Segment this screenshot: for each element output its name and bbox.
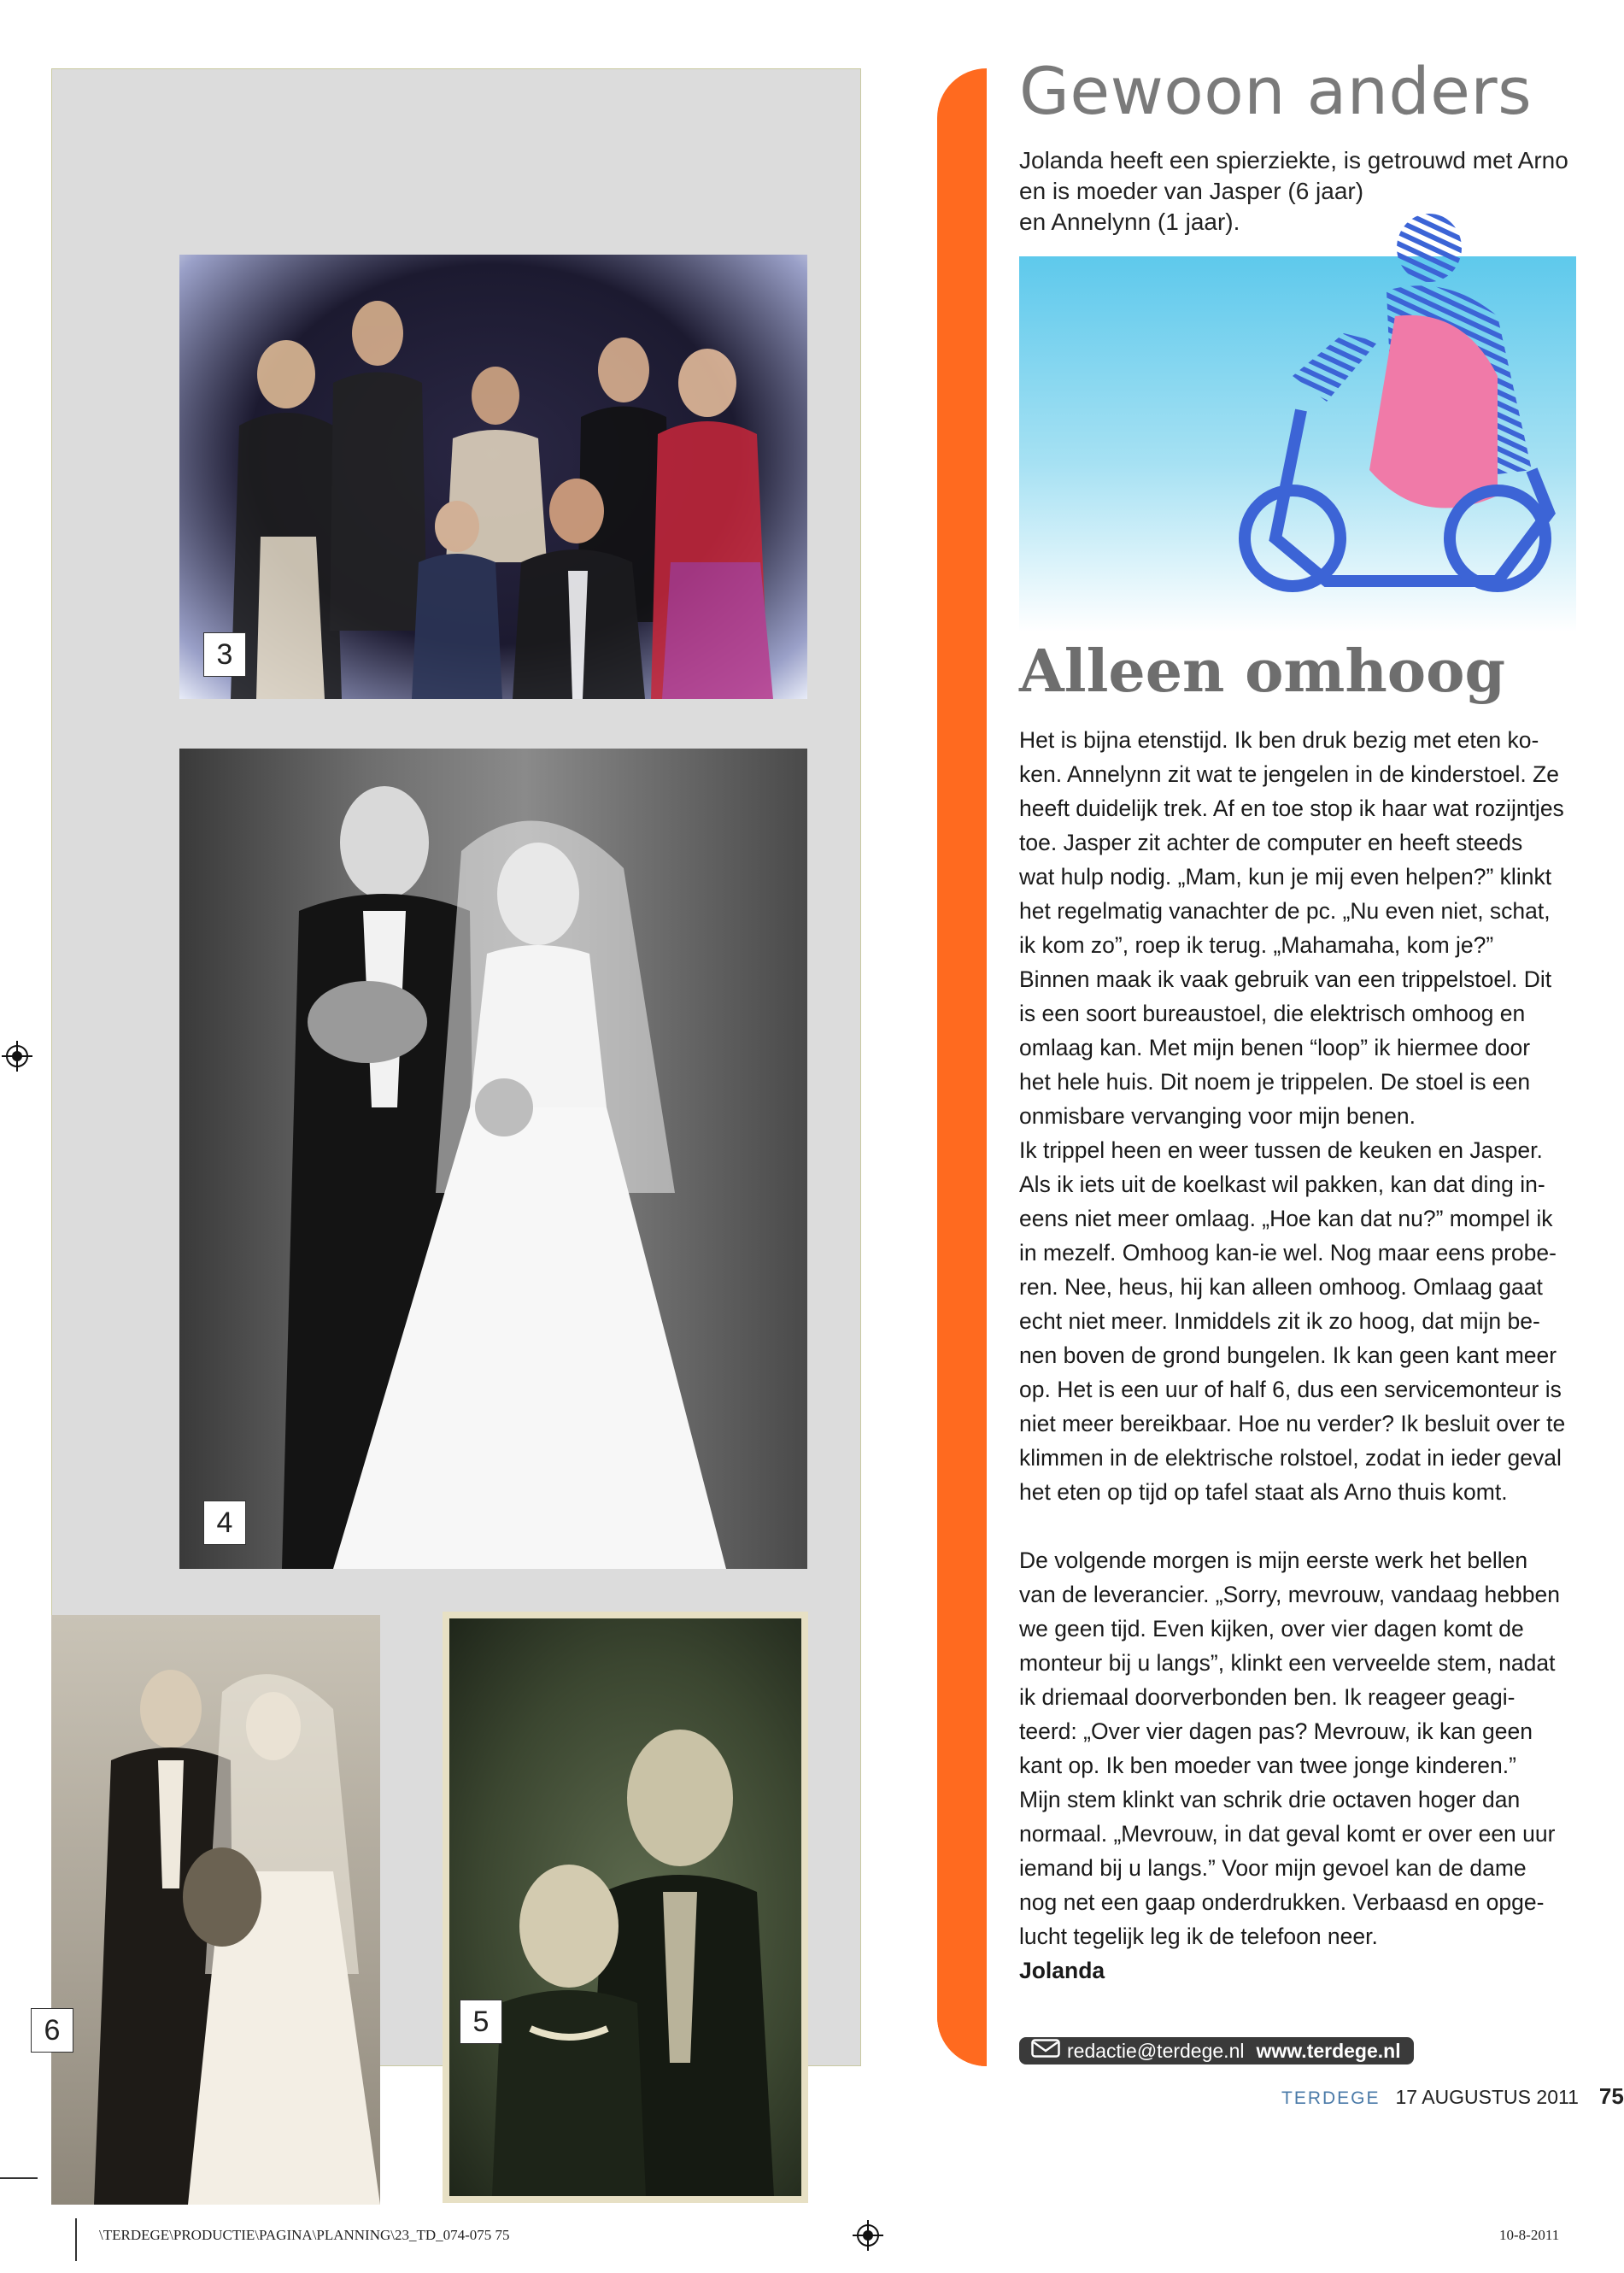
- article-line: Ik trippel heen en weer tussen de keuken en Jasper.: [1019, 1137, 1543, 1163]
- article-line: niet meer bereikbaar. Hoe nu verder? Ik besluit over te: [1019, 1411, 1566, 1436]
- article-line: klimmen in de elektrische rolstoel, zodat in ieder geval: [1019, 1445, 1562, 1471]
- article-line: Het is bijna etenstijd. Ik ben druk bezig met eten ko-: [1019, 727, 1539, 753]
- photo-number-3: 3: [203, 632, 246, 677]
- article-line: in mezelf. Omhoog kan-ie wel. Nog maar eens probe-: [1019, 1240, 1557, 1266]
- contact-email-link[interactable]: redactie@terdege.nl: [1067, 2040, 1245, 2062]
- article-paragraph-1: [1019, 723, 1576, 1509]
- article-line: ik kom zo”, roep ik terug. „Mahamaha, kom je?”: [1019, 932, 1494, 958]
- photo-number-4: 4: [203, 1501, 246, 1545]
- article-line: Binnen maak ik vaak gebruik van een trippelstoel. Dit: [1019, 966, 1552, 992]
- family-photo: [179, 255, 807, 699]
- article-line: omlaag kan. Met mijn benen “loop” ik hiermee door: [1019, 1035, 1531, 1060]
- article-line: onmisbare vervanging voor mijn benen.: [1019, 1103, 1416, 1129]
- photo-number-5: 5: [460, 2000, 502, 2044]
- printer-slug-path: \TERDEGE\PRODUCTIE\PAGINA\PLANNING\23_TD_074-075 75: [99, 2227, 510, 2243]
- article-line: lucht tegelijk leg ik de telefoon neer.: [1019, 1924, 1378, 1949]
- article-line: van de leverancier. „Sorry, mevrouw, vandaag hebben: [1019, 1582, 1560, 1607]
- article-line: iemand bij u langs.” Voor mijn gevoel kan de dame: [1019, 1855, 1527, 1881]
- article-line: Als ik iets uit de koelkast wil pakken, kan dat ding in-: [1019, 1172, 1545, 1197]
- article-line: het regelmatig vanachter de pc. „Nu even niet, schat,: [1019, 898, 1551, 924]
- article-line: nog net een gaap onderdrukken. Verbaasd en opge-: [1019, 1889, 1545, 1915]
- article-line: eens niet meer omlaag. „Hoe kan dat nu?” mompel ik: [1019, 1206, 1553, 1231]
- folio-date: 17 AUGUSTUS 2011: [1395, 2086, 1579, 2108]
- accent-bar: [937, 68, 987, 2066]
- article-line: heeft duidelijk trek. Af en toe stop ik haar wat rozijntjes: [1019, 796, 1564, 821]
- article-line: kant op. Ik ben moeder van twee jonge kinderen.”: [1019, 1753, 1516, 1778]
- registration-mark-icon: [853, 2220, 883, 2251]
- article-line: wat hulp nodig. „Mam, kun je mij even helpen?” klinkt: [1019, 864, 1552, 890]
- article-line: toe. Jasper zit achter de computer en heeft steeds: [1019, 830, 1523, 855]
- paragraph-spacer: [1019, 1509, 1576, 1543]
- article-line: ken. Annelynn zit wat te jengelen in de kinderstoel. Ze: [1019, 761, 1559, 787]
- couple-photo-vintage: [443, 1612, 808, 2203]
- article-line: normaal. „Mevrouw, in dat geval komt er over een uur: [1019, 1821, 1556, 1847]
- family-photo-figures: [179, 255, 807, 699]
- article-line: op. Het is een uur of half 6, dus een servicemonteur is: [1019, 1377, 1562, 1402]
- wedding-photo-bw-figures: [179, 749, 807, 1569]
- article-line: Mijn stem klinkt van schrik drie octaven hoger dan: [1019, 1787, 1521, 1812]
- article-line: monteur bij u langs”, klinkt een verveelde stem, nadat: [1019, 1650, 1556, 1676]
- article-line: is een soort bureaustoel, die elektrisch omhoog en: [1019, 1001, 1526, 1026]
- column-intro: Jolanda heeft een spierziekte, is getrouwd met Arno en is moeder van Jasper (6 jaar) en Annelynn (1 jaar).: [1019, 147, 1568, 235]
- wedding-photo-bw: [179, 749, 807, 1569]
- crop-mark: [75, 2218, 77, 2261]
- registration-mark-icon: [2, 1041, 32, 1072]
- scooter-illustration-drawing: [1019, 256, 1576, 632]
- printer-slug-date: 10-8-2011: [1499, 2227, 1560, 2243]
- contact-badge: [1019, 2037, 1414, 2064]
- photo-number-6: 6: [31, 2008, 73, 2053]
- article-line: teerd: „Over vier dagen pas? Mevrouw, ik kan geen: [1019, 1718, 1533, 1744]
- page-folio: [1281, 2083, 1624, 2110]
- wedding-photo-sepia: [44, 1615, 380, 2205]
- article-paragraph-2: [1019, 1543, 1576, 1953]
- article-author: Jolanda: [1019, 1958, 1105, 1983]
- article-line: ren. Nee, heus, hij kan alleen omhoog. Omlaag gaat: [1019, 1274, 1543, 1300]
- crop-mark: [0, 2177, 38, 2179]
- couple-photo-vintage-figures: [449, 1618, 801, 2196]
- article-line: het eten op tijd op tafel staat als Arno thuis komt.: [1019, 1479, 1508, 1505]
- article-body: [1019, 723, 1576, 1988]
- article-line: nen boven de grond bungelen. Ik kan geen kant meer: [1019, 1342, 1557, 1368]
- article-line: we geen tijd. Even kijken, over vier dagen komt de: [1019, 1616, 1524, 1642]
- article-line: De volgende morgen is mijn eerste werk het bellen: [1019, 1548, 1528, 1573]
- article-line: het hele huis. Dit noem je trippelen. De stoel is een: [1019, 1069, 1531, 1095]
- folio-page-number: 75: [1598, 2083, 1624, 2109]
- folio-magazine: TERDEGE: [1281, 2088, 1381, 2108]
- scooter-illustration: [1019, 256, 1576, 632]
- article-line: echt niet meer. Inmiddels zit ik zo hoog, dat mijn be-: [1019, 1308, 1540, 1334]
- contact-website-link[interactable]: www.terdege.nl: [1256, 2040, 1401, 2062]
- wedding-photo-sepia-figures: [51, 1615, 380, 2205]
- article-title: Alleen omhoog: [1019, 637, 1506, 706]
- article-line: ik driemaal doorverbonden ben. Ik reageer geagi-: [1019, 1684, 1516, 1710]
- column-title: Gewoon anders: [1019, 53, 1533, 129]
- mail-icon: [1031, 2037, 1060, 2064]
